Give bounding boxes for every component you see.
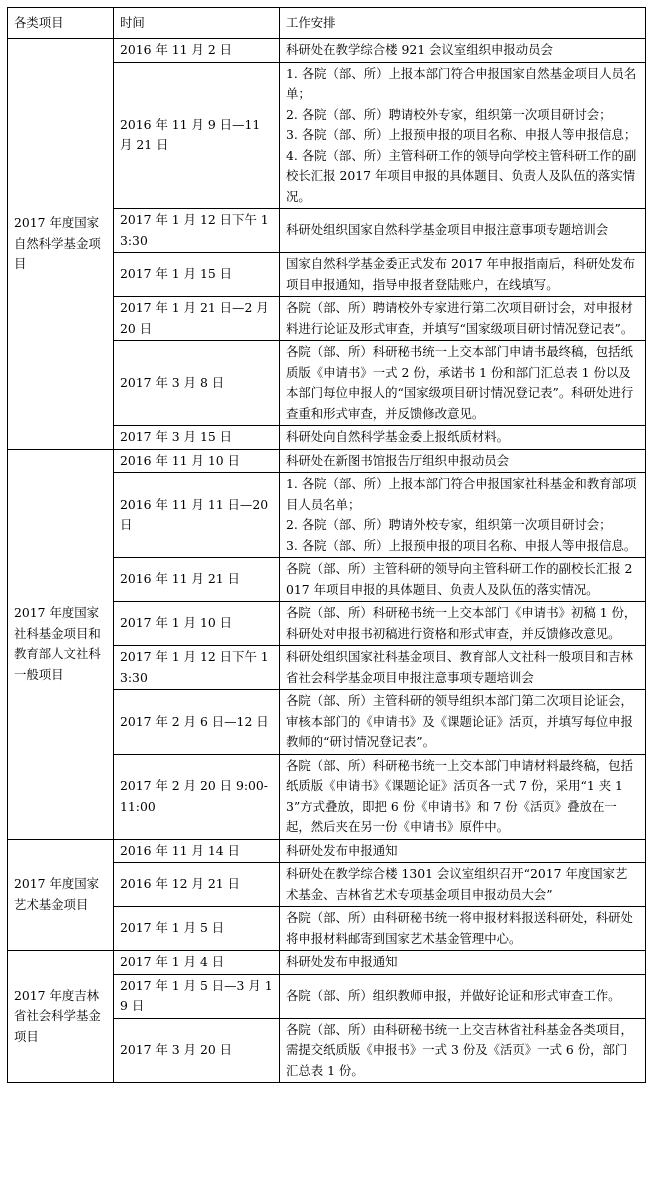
project-category-cell: 2017 年度吉林省社会科学基金项目 (8, 951, 114, 1083)
work-line: 各院（部、所）主管科研的领导向主管科研工作的副校长汇报 2017 年项目申报的具体题目、负责人及队伍的落实情况。 (286, 561, 633, 597)
work-cell (280, 449, 646, 473)
time-cell: 2016 年 11 月 2 日 (114, 39, 280, 63)
time-cell: 2017 年 1 月 15 日 (114, 253, 280, 297)
time-cell: 2017 年 1 月 10 日 (114, 602, 280, 646)
time-cell: 2016 年 11 月 10 日 (114, 449, 280, 473)
work-line: 各院（部、所）主管科研的领导组织本部门第二次项目论证会，审核本部门的《申请书》及《课题论证》活页，并填写每位申报教师的“研讨情况登记表”。 (286, 693, 633, 749)
work-line: 3. 各院（部、所）上报预申报的项目名称、申报人等申报信息。 (286, 537, 637, 553)
work-line: 各院（部、所）聘请校外专家进行第二次项目研讨会，对申报材料进行论证及形式审查，并填写“国家级项目研讨情况登记表”。 (286, 300, 634, 336)
project-category-cell: 2017 年度国家艺术基金项目 (8, 839, 114, 951)
time-cell: 2017 年 1 月 21 日—2 月 20 日 (114, 297, 280, 341)
work-cell (280, 62, 646, 209)
work-line: 各院（部、所）组织教师申报，并做好论证和形式审查工作。 (286, 987, 621, 1003)
work-cell (280, 839, 646, 863)
time-cell: 2017 年 2 月 20 日 9:00-11:00 (114, 754, 280, 839)
time-cell: 2017 年 3 月 20 日 (114, 1018, 280, 1083)
work-cell (280, 974, 646, 1018)
time-cell: 2017 年 2 月 6 日—12 日 (114, 690, 280, 755)
work-line: 科研处向自然科学基金委上报纸质材料。 (286, 429, 510, 444)
time-cell: 2017 年 1 月 12 日下午 13:30 (114, 646, 280, 690)
work-cell (280, 209, 646, 253)
work-line: 1. 各院（部、所）上报本部门符合申报国家社科基金和教育部项目人员名单； (286, 476, 637, 512)
time-cell: 2017 年 3 月 8 日 (114, 341, 280, 426)
work-line: 2. 各院（部、所）聘请校外专家，组织第一次项目研讨会； (286, 106, 612, 122)
schedule-body (8, 39, 646, 1083)
work-cell (280, 1018, 646, 1083)
work-line: 科研处在教学综合楼 921 会议室组织申报动员会 (286, 42, 553, 57)
work-line: 科研处发布申报通知 (286, 842, 398, 858)
work-line: 各院（部、所）科研秘书统一上交本部门申请材料最终稿，包括纸质版《申请书》《课题论证》活页各一式 7 份，采用“1 夹 13”方式叠放，即把 6 份《申请书》和 7 份《活页》叠放在一起，然后夹在另一份《申请书》原件中。 (286, 757, 633, 834)
table-row (8, 449, 646, 473)
time-cell: 2017 年 1 月 4 日 (114, 951, 280, 975)
work-line: 科研处发布申报通知 (286, 954, 398, 969)
time-cell: 2017 年 1 月 12 日下午 13:30 (114, 209, 280, 253)
work-line: 3. 各院（部、所）上报预申报的项目名称、申报人等申报信息； (286, 127, 637, 142)
time-cell: 2017 年 3 月 15 日 (114, 426, 280, 450)
header-row (8, 8, 646, 39)
work-line: 各院（部、所）由科研秘书统一上交吉林省社科基金各类项目，需提交纸质版《申报书》一式 3 份及《活页》一式 6 份，部门汇总表 1 份。 (286, 1021, 633, 1078)
work-line: 1. 各院（部、所）上报本部门符合申报国家自然基金项目人员名单； (286, 65, 637, 101)
time-cell: 2016 年 11 月 14 日 (114, 839, 280, 863)
work-cell (280, 863, 646, 907)
work-cell (280, 907, 646, 951)
work-cell (280, 39, 646, 63)
work-line: 各院（部、所）由科研秘书统一将申报材料报送科研处，科研处将申报材料邮寄到国家艺术基金管理中心。 (286, 910, 633, 946)
schedule-table (7, 7, 646, 1083)
project-category-cell: 2017 年度国家自然科学基金项目 (8, 39, 114, 450)
work-cell (280, 426, 646, 450)
time-cell: 2016 年 11 月 11 日—20 日 (114, 473, 280, 558)
work-line: 各院（部、所）科研秘书统一上交本部门申请书最终稿，包括纸质版《申请书》一式 2 份，承诺书 1 份和部门汇总表 1 份以及本部门每位申报人的“国家级项目研讨情况登记表”。科研处进行查重和形式审查，并反馈修改意见。 (286, 344, 634, 421)
time-cell: 2016 年 12 月 21 日 (114, 863, 280, 907)
work-cell (280, 253, 646, 297)
work-cell (280, 473, 646, 558)
time-cell: 2016 年 11 月 21 日 (114, 558, 280, 602)
work-cell (280, 297, 646, 341)
work-line: 科研处组织国家自然科学基金项目申报注意事项专题培训会 (286, 222, 609, 238)
work-line: 科研处组织国家社科基金项目、教育部人文社科一般项目和吉林省社会科学基金项目申报注意事项专题培训会 (286, 649, 633, 685)
header-time: 时间 (114, 8, 280, 39)
work-cell (280, 646, 646, 690)
time-cell: 2017 年 1 月 5 日—3 月 19 日 (114, 974, 280, 1018)
work-line: 科研处在教学综合楼 1301 会议室组织召开“2017 年度国家艺术基金、吉林省艺术专项基金项目申报动员大会” (286, 866, 628, 902)
work-cell (280, 558, 646, 602)
work-cell (280, 690, 646, 755)
work-cell (280, 754, 646, 839)
time-cell: 2017 年 1 月 5 日 (114, 907, 280, 951)
header-work: 工作安排 (280, 8, 646, 39)
work-cell (280, 951, 646, 975)
work-line: 科研处在新图书馆报告厅组织申报动员会 (286, 452, 510, 468)
work-line: 4. 各院（部、所）主管科研工作的领导向学校主管科研工作的副校长汇报 2017 年项目申报的具体题目、负责人及队伍的落实情况。 (286, 147, 637, 204)
header-category: 各类项目 (8, 8, 114, 39)
project-category-cell: 2017 年度国家社科基金项目和教育部人文社科一般项目 (8, 449, 114, 839)
work-line: 2. 各院（部、所）聘请外校专家，组织第一次项目研讨会； (286, 517, 612, 532)
work-line: 各院（部、所）科研秘书统一上交本部门《申请书》初稿 1 份，科研处对申报书初稿进行资格和形式审查，并反馈修改意见。 (286, 605, 637, 641)
work-line: 国家自然科学基金委正式发布 2017 年申报指南后，科研处发布项目申报通知，指导申报者登陆账户，在线填写。 (286, 256, 636, 292)
work-cell (280, 341, 646, 426)
table-row (8, 839, 646, 863)
table-row (8, 951, 646, 975)
table-row (8, 39, 646, 63)
time-cell: 2016 年 11 月 9 日—11 月 21 日 (114, 62, 280, 209)
work-cell (280, 602, 646, 646)
